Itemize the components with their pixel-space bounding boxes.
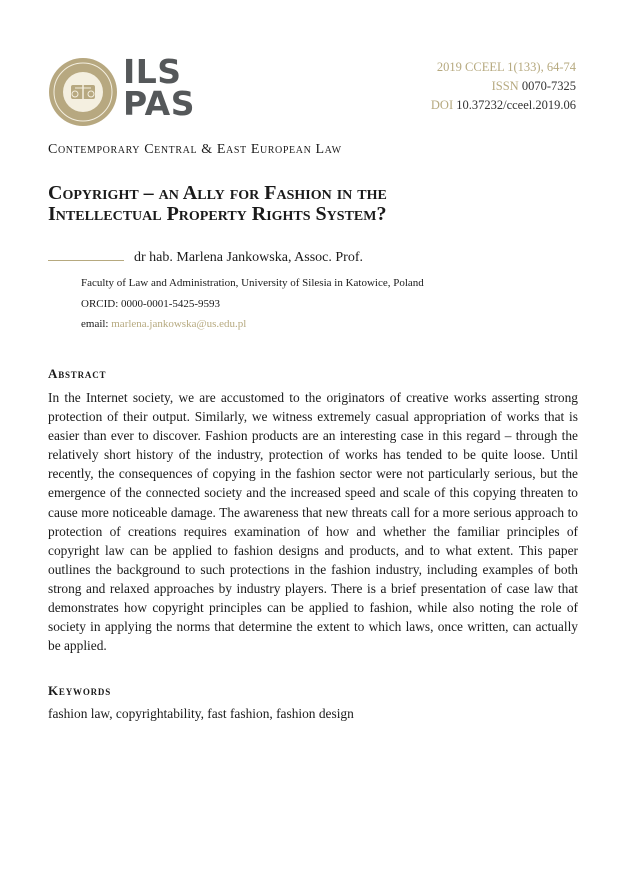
issn-label: ISSN: [491, 79, 519, 93]
author-details: [81, 273, 424, 335]
keywords-list: fashion law, copyrightability, fast fashion, fashion design: [48, 706, 354, 721]
logo-text-ils: ILS: [123, 52, 182, 91]
institute-seal-logo: [49, 58, 117, 126]
citation-reference: 2019 CCEEL 1(133), 64-74: [436, 60, 576, 74]
doi-value[interactable]: 10.37232/cceel.2019.06: [456, 98, 576, 112]
email-label: email:: [81, 318, 109, 330]
email-line: [81, 314, 424, 335]
article-title: [48, 183, 588, 225]
issn-line: [431, 77, 576, 96]
affiliation: Faculty of Law and Administration, University of Silesia in Katowice, Poland: [81, 277, 424, 289]
citation-block: [431, 58, 576, 115]
doi-line: [431, 96, 576, 115]
title-line-2: Intellectual Property Rights System?: [48, 203, 387, 225]
journal-name: Contemporary Central & East European Law: [48, 142, 342, 157]
logo-wordmark: [123, 52, 195, 123]
orcid: ORCID: 0000-0001-5425-9593: [81, 297, 221, 310]
keywords-heading: Keywords: [48, 683, 112, 698]
author-name: dr hab. Marlena Jankowska, Assoc. Prof.: [134, 250, 364, 265]
doi-label: DOI: [430, 98, 454, 112]
issn-value: 0070-7325: [521, 79, 576, 93]
title-line-1: Copyright – an Ally for Fashion in the: [48, 182, 387, 204]
abstract-body: In the Internet society, we are accustomed to the originators of creative works asserting strong protection of their output. Similarly, we witness extremely casual appropriation of works that is easier than ever to discover. Fashion products are an interesting case in this regard – through the relatively short history of the industry, protection of works has tended to be quite loose. Until recently, the consequences of copying in the fashion sector were not particularly serious, but the emergence of the connected society and the increased speed and scale of this copying threaten to cause more noticeable damage. The awareness that new threats call for a more serious approach to protection of creations requires examination of how and whether the familiar principles of copyright law can be applied to fashion designs and products, and to what extent. This paper outlines the background to such protections in the fashion industry, including examples of both strong and relaxed approaches by industry players. There is a brief presentation of case law that demonstrates how copyright principles can be applied to fashion, while also noting the role of society in applying the norms that determine the extent to which laws, once written, can actually be applied.: [48, 390, 578, 654]
author-divider: [48, 260, 124, 261]
logo-text-pas: PAS: [123, 84, 195, 123]
email-link[interactable]: marlena.jankowska@us.edu.pl: [111, 318, 247, 330]
abstract-heading: Abstract: [48, 366, 107, 381]
